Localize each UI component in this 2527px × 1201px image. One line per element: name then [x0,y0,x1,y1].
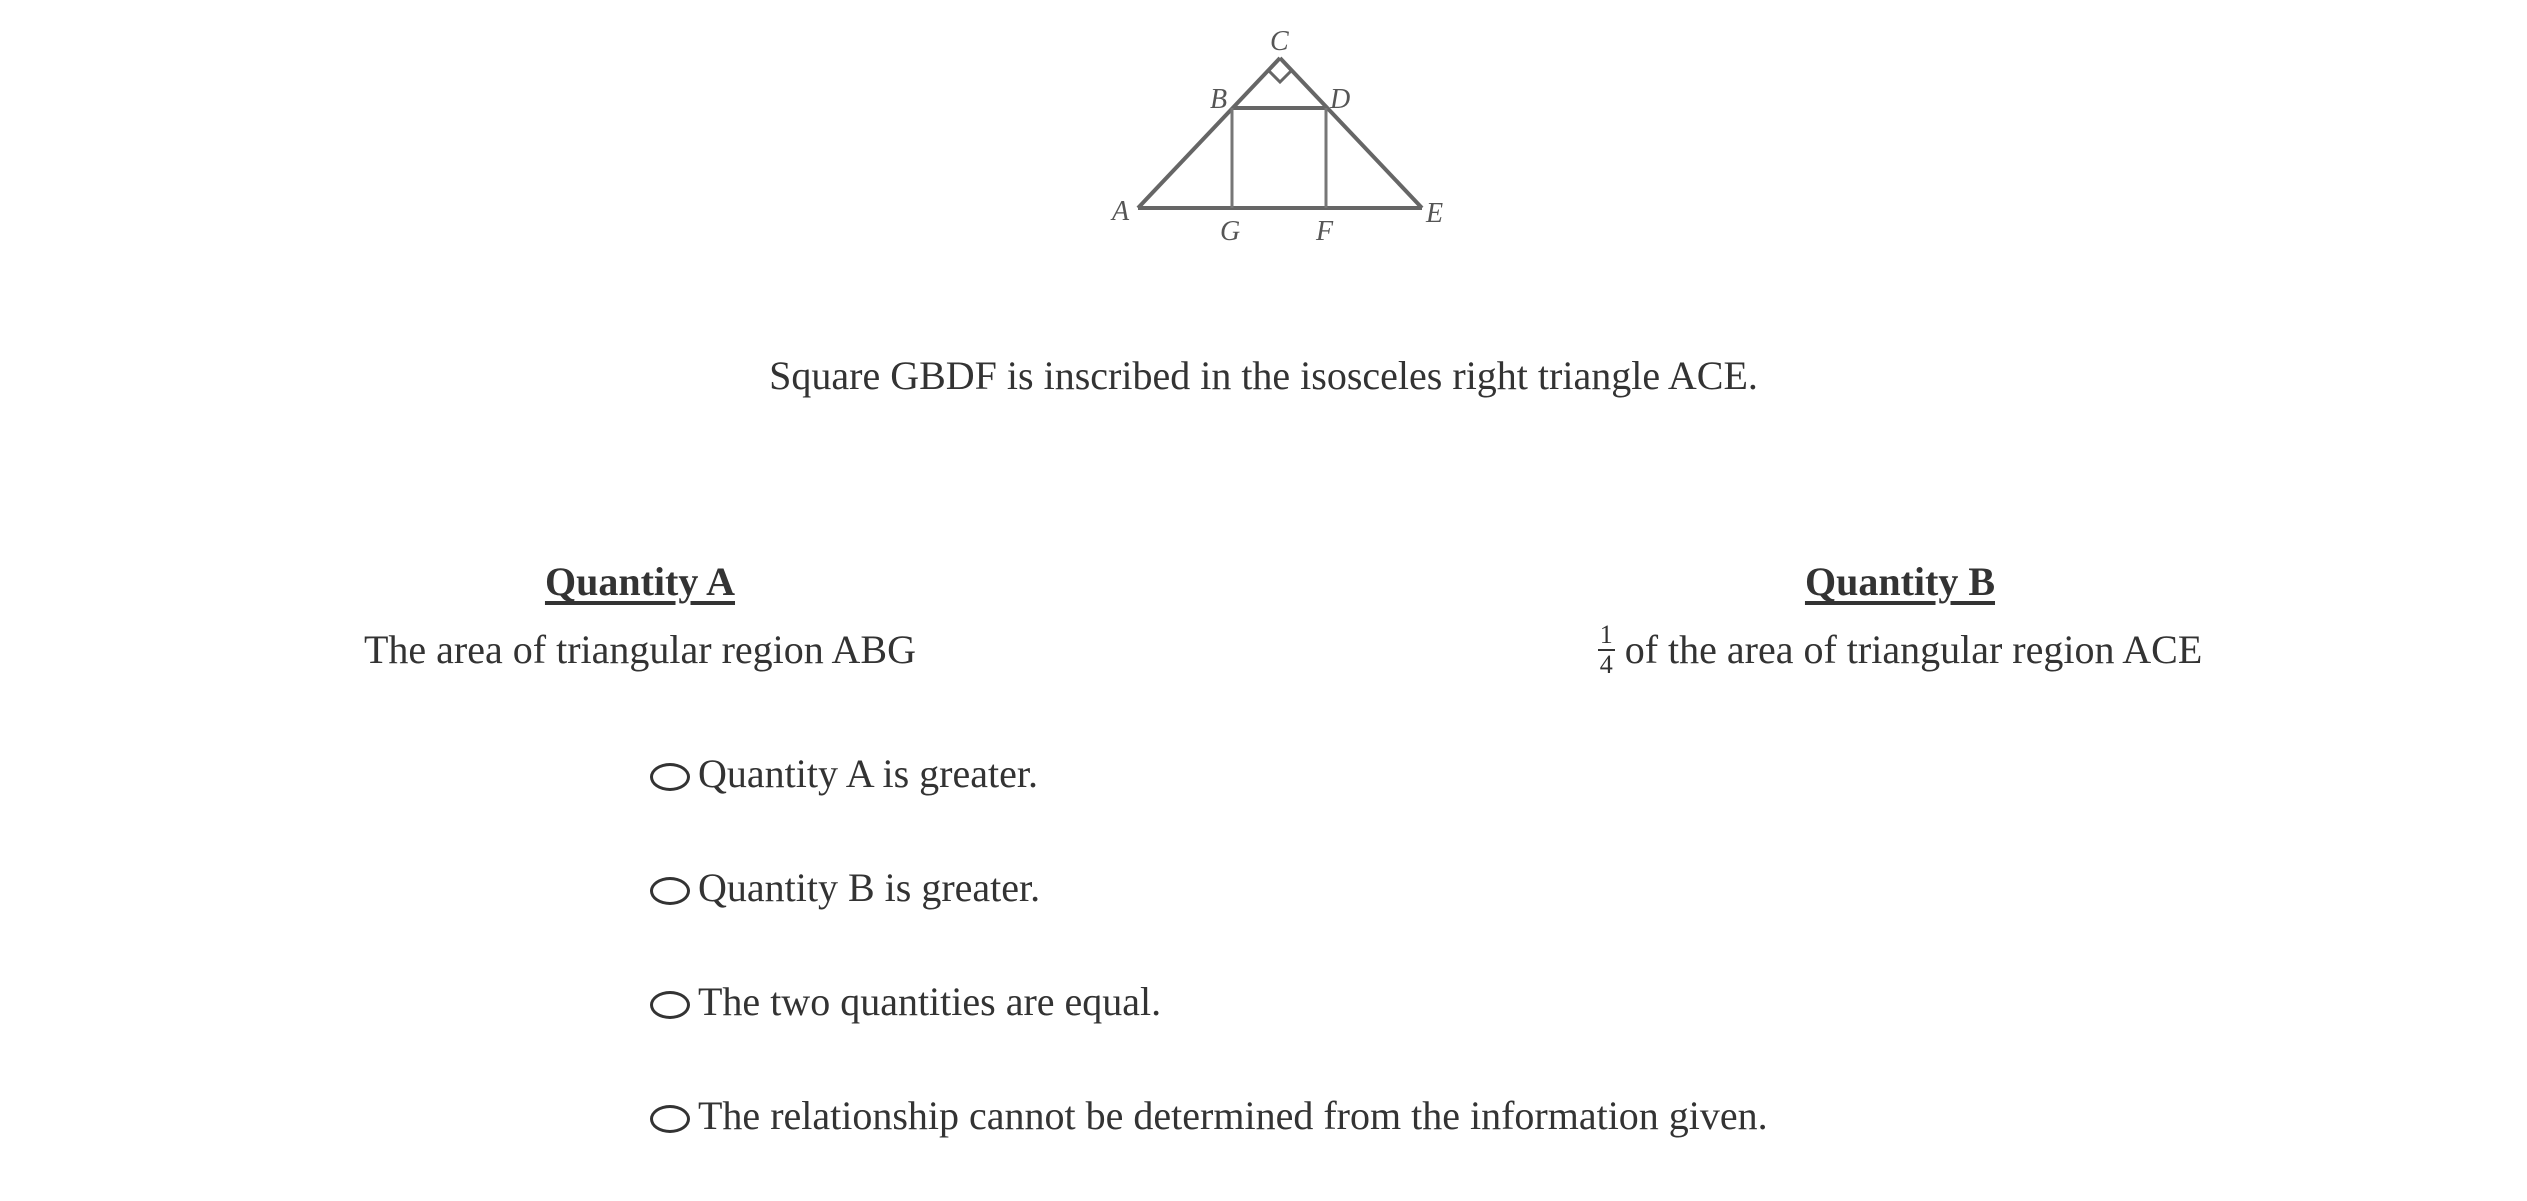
fraction-numerator: 1 [1599,619,1613,649]
label-c: C [1270,26,1289,57]
label-a: A [1112,196,1130,227]
choice-a-greater[interactable] [650,745,1768,801]
choice-label: Quantity A is greater. [698,750,1038,796]
label-d: D [1330,84,1351,115]
question-stem: Square GBDF is inscribed in the isosceles right triangle ACE. [769,353,1758,398]
fraction-denominator: 4 [1599,649,1613,679]
triangle-square-diagram [1080,0,1480,260]
right-angle-marker [1268,70,1292,82]
answer-choices [650,745,1768,1201]
quantity-b-heading: Quantity B [1804,559,1996,604]
choice-label: The two quantities are equal. [698,978,1162,1024]
radio-button-icon[interactable] [650,877,690,905]
label-e: E [1426,198,1444,229]
quantity-a-heading: Quantity A [544,559,736,604]
choice-equal[interactable] [650,973,1768,1029]
choice-label: The relationship cannot be determined from the information given. [698,1092,1768,1138]
quantity-b-body [1560,619,2240,683]
radio-button-icon[interactable] [650,1105,690,1133]
choice-cannot-determine[interactable] [650,1087,1768,1143]
quantity-a-column [300,556,980,676]
radio-button-icon[interactable] [650,763,690,791]
quantity-b-column [1560,556,2240,683]
label-f: F [1316,216,1334,247]
label-g: G [1220,216,1241,247]
choice-b-greater[interactable] [650,859,1768,915]
segment-ce [1280,58,1422,208]
radio-button-icon[interactable] [650,991,690,1019]
quantity-b-text: of the area of triangular region ACE [1624,627,2203,672]
label-b: B [1210,84,1228,115]
fraction [1598,621,1615,679]
choice-label: Quantity B is greater. [698,864,1041,910]
geometry-figure [1080,0,1480,260]
quantity-a-text: The area of triangular region ABG [363,627,916,672]
segment-ac [1138,58,1280,208]
